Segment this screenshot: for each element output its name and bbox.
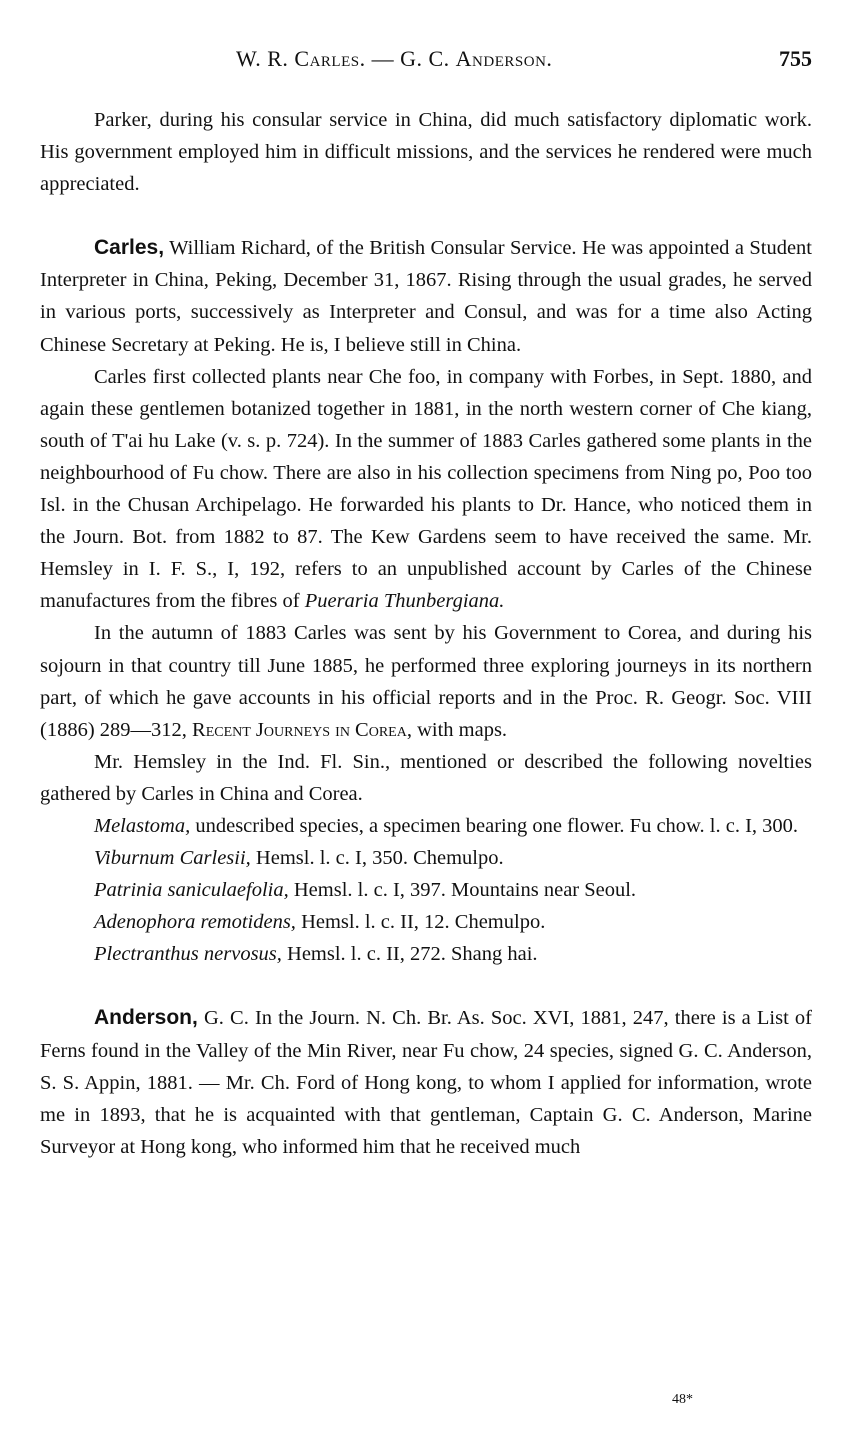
- species-ref: Hemsl. l. c. II, 272. Shang hai.: [281, 943, 538, 966]
- species-ref: Hemsl. l. c. I, 397. Mountains near Seoul.: [288, 879, 637, 902]
- paragraph-carles-corea: [40, 617, 812, 745]
- species-entry: [40, 874, 812, 906]
- species-name: Plectranthus nervosus,: [94, 943, 282, 966]
- carles-intro-text: William Richard, of the British Consular Service. He was appointed a Student Interpreter in China, Peking, December 31, 1867. Rising through the usual grades, he served in various ports, successively as Interpreter and Consul, and was for a time also Acting Chinese Secretary at Peking. He is, I believe still in China.: [40, 237, 812, 356]
- running-title-anderson: Anderson: [455, 46, 547, 71]
- running-title-initials: W. R.: [236, 46, 295, 71]
- section-gap: [40, 970, 812, 1002]
- running-title-separator: . — G. C.: [359, 46, 456, 71]
- running-title-period: .: [546, 46, 553, 71]
- species-entry: [40, 906, 812, 938]
- species-name: Adenophora remotidens,: [94, 911, 296, 934]
- running-title: [236, 46, 552, 72]
- pueraria-name: Pueraria Thunbergiana.: [304, 590, 505, 613]
- paragraph-anderson: [40, 1002, 812, 1162]
- corea-text-end: , with maps.: [406, 718, 508, 741]
- running-title-carles: Carles: [294, 46, 360, 71]
- species-name: Viburnum Carlesii,: [94, 847, 251, 870]
- corea-text: In the autumn of 1883 Carles was sent by his Government to Corea, and during his sojourn in that country till June 1885, he performed three exploring journeys in its northern part, of which he gave accounts in his official reports and in the Proc. R. Geogr. Soc. VIII (1886) 289—312,: [40, 622, 812, 741]
- signature-mark: 48*: [672, 1392, 693, 1407]
- page-number: 755: [779, 46, 812, 71]
- anderson-text: G. C. In the Journ. N. Ch. Br. As. Soc. XVI, 1881, 247, there is a List of Ferns found in the Valley of the Min River, near Fu chow, 24 species, signed G. C. Anderson, S. S. Appin, 1881. — Mr. Ch. Ford of Hong kong, to whom I applied for information, wrote me in 1893, that he is acquainted with that gentleman, Captain G. C. Anderson, Marine Surveyor at Hong kong, who informed him that he received much: [40, 1007, 812, 1158]
- species-name: Patrinia saniculaefolia,: [94, 879, 289, 902]
- section-gap: [40, 200, 812, 232]
- entry-name-anderson: Anderson,: [94, 1006, 198, 1030]
- carles-collections-text: Carles first collected plants near Che foo, in company with Forbes, in Sept. 1880, and again these gentlemen botanized together in 1881, in the north western corner of Che kiang, south of T'ai hu Lake (v. s. p. 724). In the summer of 1883 Carles gathered some plants in the neighbourhood of Fu chow. There are also in his collection specimens from Ning po, Poo too Isl. in the Chusan Archipelago. He forwarded his plants to Dr. Hance, who noticed them in the Journ. Bot. from 1882 to 87. The Kew Gardens seem to have received the same. Mr. Hemsley in I. F. S., I, 192, refers to an unpublished account by Carles of the Chinese manufactures from the fibres of: [40, 365, 812, 613]
- species-entry: [40, 842, 812, 874]
- melastoma-name: Melastoma,: [94, 814, 191, 837]
- entry-name-carles: Carles,: [94, 236, 165, 260]
- species-entry: [40, 938, 812, 970]
- paragraph-carles-collections: [40, 361, 812, 618]
- paragraph-carles-intro: [40, 232, 812, 360]
- paragraph-hemsley: Mr. Hemsley in the Ind. Fl. Sin., mentioned or described the following novelties gathered by Carles in China and Corea.: [40, 750, 812, 805]
- paragraph-parker: Parker, during his consular service in China, did much satisfactory diplomatic work. His government employed him in difficult missions, and the services he rendered were much appreciated.: [40, 109, 812, 196]
- corea-publication-title: Recent Journeys in Corea: [192, 718, 407, 741]
- melastoma-text: undescribed species, a specimen bearing one flower. Fu chow. l. c. I, 300.: [190, 814, 799, 837]
- species-melastoma: [40, 810, 812, 842]
- species-ref: Hemsl. l. c. II, 12. Chemulpo.: [295, 911, 546, 934]
- page-body: [40, 104, 812, 1163]
- species-ref: Hemsl. l. c. I, 350. Chemulpo.: [250, 847, 504, 870]
- page-header: [40, 46, 812, 82]
